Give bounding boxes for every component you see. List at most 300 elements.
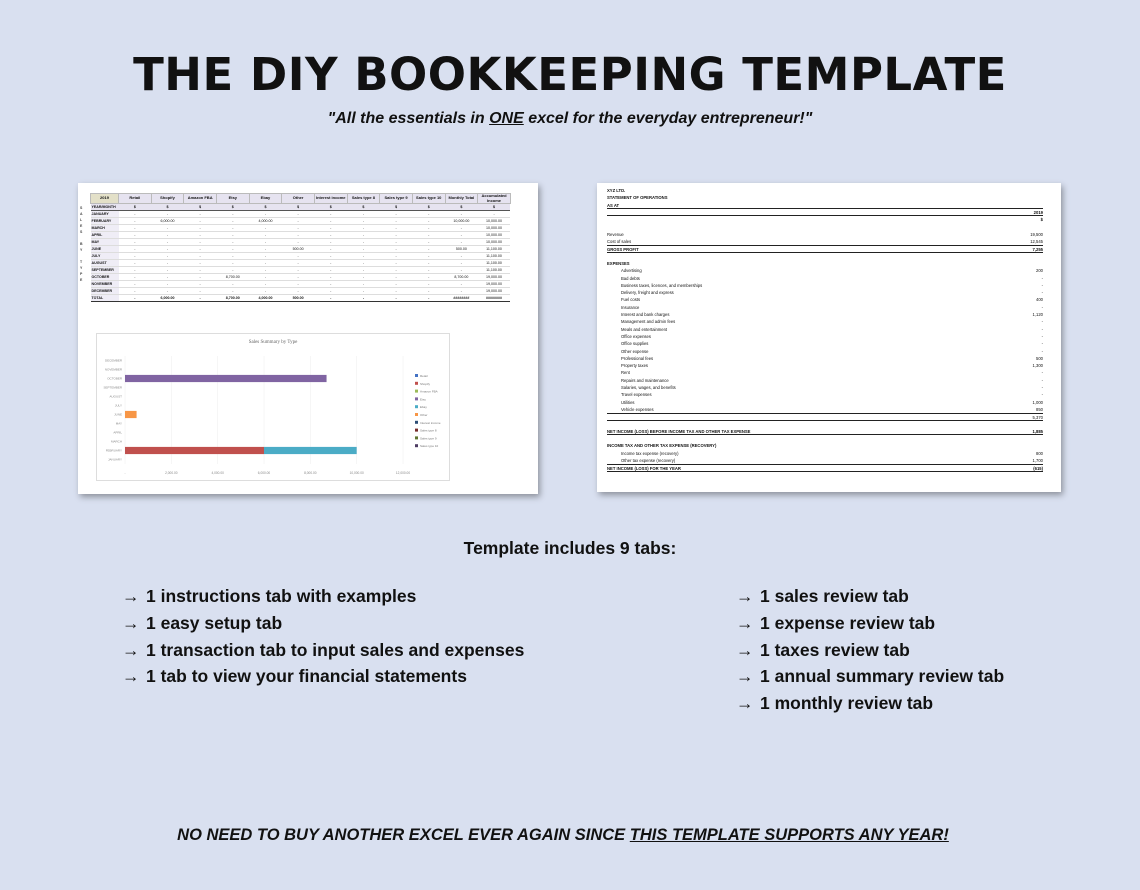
chart-legend-swatch xyxy=(415,382,418,385)
statement-label: Rent xyxy=(621,370,630,376)
sheet-cell: - xyxy=(119,246,152,253)
sheet-cell: - xyxy=(249,246,282,253)
chart-title: Sales Summary by Type xyxy=(248,340,298,345)
chart-y-tick-label: MARCH xyxy=(111,439,122,444)
sheet-cell: - xyxy=(184,225,217,232)
statement-expense-row xyxy=(607,275,1043,282)
chart-y-tick-label: JUNE xyxy=(114,412,122,417)
tab-list-item-label: 1 taxes review tab xyxy=(760,639,910,660)
sheet-cell: 19,000.00 xyxy=(478,288,511,295)
sheet-cell: - xyxy=(314,253,347,260)
sheet-cell: 500.00 xyxy=(282,246,315,253)
statement-value: $ xyxy=(1040,217,1043,223)
sheet-subheader-unit: $ xyxy=(380,204,413,211)
statement-value: - xyxy=(1041,326,1043,332)
sheet-row xyxy=(91,253,511,260)
chart-legend-label: Retail xyxy=(420,374,428,378)
statement-label: Business taxes, licences, and memberships xyxy=(621,282,703,288)
side-label-letter: L xyxy=(80,218,83,222)
tab-list-item xyxy=(736,637,1004,664)
tab-list-item xyxy=(736,663,1004,690)
sheet-cell: - xyxy=(216,288,249,295)
sheet-row xyxy=(91,225,511,232)
sheet-cell: - xyxy=(151,253,184,260)
statement-net-for-year xyxy=(607,464,1043,471)
sheet-subheader-unit: $ xyxy=(282,204,315,211)
sheet-cell: 10,000.00 xyxy=(478,218,511,225)
tab-list-item xyxy=(122,610,524,637)
sheet-cell: - xyxy=(249,211,282,218)
arrow-icon: → xyxy=(736,612,754,633)
statement-value: - xyxy=(1041,333,1043,339)
sheet-cell: - xyxy=(119,274,152,281)
sheet-cell: - xyxy=(314,232,347,239)
statement-label: Utilities xyxy=(621,399,635,405)
chart-x-tick-label: 8,000.00 xyxy=(304,471,317,475)
statement-tax-row xyxy=(607,450,1043,457)
chart-x-tick-label: - xyxy=(124,471,126,475)
statement-label: Fuel costs xyxy=(621,297,641,303)
sheet-total-cell: ######## xyxy=(445,295,478,302)
sheet-column-header: Shopify xyxy=(151,194,184,204)
tab-list-item-label: 1 easy setup tab xyxy=(146,612,283,633)
sheet-cell: - xyxy=(282,211,315,218)
sheet-cell: - xyxy=(412,232,445,239)
sheet-cell: - xyxy=(282,288,315,295)
sheet-cell: - xyxy=(412,274,445,281)
statement-expenses-total xyxy=(607,413,1043,420)
sheet-cell: - xyxy=(347,288,380,295)
tab-list-item-label: 1 sales review tab xyxy=(760,586,909,606)
sheet-month-cell: APRIL xyxy=(91,232,119,239)
chart-legend-label: Interest income xyxy=(420,420,441,425)
sheet-cell: - xyxy=(347,232,380,239)
chart-legend-label: Sales type 9 xyxy=(420,436,437,441)
statement-label: Insurance xyxy=(621,304,640,310)
statement-value: 850 xyxy=(1036,406,1043,412)
statement-expense-row xyxy=(607,311,1043,318)
tab-list-item xyxy=(122,637,524,664)
sheet-total-cell: ######## xyxy=(478,295,511,302)
statement-value: - xyxy=(1041,392,1043,398)
sheet-row xyxy=(91,281,511,288)
sheet-cell: - xyxy=(314,267,347,274)
arrow-icon: → xyxy=(122,612,140,633)
tab-list-item xyxy=(736,583,1004,610)
statement-value: - xyxy=(1041,319,1043,325)
sheet-cell: 11,100.00 xyxy=(478,267,511,274)
sheet-cell: - xyxy=(282,232,315,239)
sheet-column-header: Etsy xyxy=(216,194,249,204)
statement-label: NET INCOME (LOSS) FOR THE YEAR xyxy=(607,466,681,472)
arrow-icon: → xyxy=(122,666,140,687)
sheet-cell: 10,000.00 xyxy=(478,239,511,246)
chart-y-tick-label: JULY xyxy=(114,403,122,408)
sheet-cell: - xyxy=(380,281,413,288)
sheet-cell: - xyxy=(314,239,347,246)
statement-label xyxy=(607,435,608,442)
sheet-cell: - xyxy=(184,211,217,218)
statement-label: INCOME TAX AND OTHER TAX EXPENSE (RECOVERY) xyxy=(607,443,717,449)
chart-legend-swatch xyxy=(415,413,418,416)
sheet-row xyxy=(91,288,511,295)
sheet-cell: - xyxy=(151,274,184,281)
sheet-cell: - xyxy=(151,281,184,288)
statement-label: Property taxes xyxy=(621,363,648,369)
statement-expense-row xyxy=(607,391,1043,398)
sheet-cell: 11,100.00 xyxy=(478,253,511,260)
statement-label: XYZ LTD. xyxy=(607,188,626,193)
sheet-month-cell: AUGUST xyxy=(91,260,119,267)
statement-label xyxy=(607,253,608,260)
sheet-month-cell: OCTOBER xyxy=(91,274,119,281)
statement-value: 200 xyxy=(1036,268,1043,274)
statement-as-at xyxy=(607,202,1043,209)
statement-value: 1,885 xyxy=(1032,428,1043,434)
statement-value: 5,370 xyxy=(1032,415,1043,421)
tabs-list-left xyxy=(122,583,524,690)
page-title: THE DIY BOOKKEEPING TEMPLATE xyxy=(133,48,1007,101)
sheet-month-cell: JULY xyxy=(91,253,119,260)
sheet-cell: - xyxy=(347,211,380,218)
sheet-total-cell: - xyxy=(184,295,217,302)
sales-sheet-preview xyxy=(78,183,538,494)
statement-expense-row xyxy=(607,326,1043,333)
sheet-cell: - xyxy=(249,288,282,295)
sheet-cell: - xyxy=(445,253,478,260)
statement-value: 1,300 xyxy=(1032,363,1043,369)
sheet-cell: - xyxy=(445,232,478,239)
sheet-cell: - xyxy=(119,267,152,274)
sheet-cell: - xyxy=(380,239,413,246)
sheet-cell: - xyxy=(249,260,282,267)
side-label-letter: S xyxy=(80,206,83,210)
statement-label: Office expenses xyxy=(621,333,651,339)
sheet-cell: - xyxy=(151,246,184,253)
sheet-cell: - xyxy=(445,225,478,232)
sheet-cell: - xyxy=(347,274,380,281)
chart-legend-label: Sales type 10 xyxy=(420,444,439,449)
sheet-cell: 10,000.00 xyxy=(445,218,478,225)
sheet-cell: 11,100.00 xyxy=(478,246,511,253)
sheet-subheader-row xyxy=(91,204,511,211)
chart-y-tick-label: DECEMBER xyxy=(104,358,122,363)
statement-label: Meals and entertainment xyxy=(621,326,668,332)
tab-list-item xyxy=(122,663,524,690)
statement-expense-row xyxy=(607,333,1043,340)
sheet-cell: - xyxy=(282,218,315,225)
sheet-cell: - xyxy=(347,246,380,253)
statement-heading xyxy=(607,194,1043,201)
statement-label: EXPENSES xyxy=(607,260,630,266)
sheet-cell: - xyxy=(445,288,478,295)
statement-gross-profit xyxy=(607,245,1043,252)
statement-value: 7,255 xyxy=(1032,247,1043,253)
side-label-letter: B xyxy=(80,242,83,246)
sheet-cell: - xyxy=(380,246,413,253)
sheet-month-cell: NOVEMBER xyxy=(91,281,119,288)
statement-label: Delivery, freight and express xyxy=(621,290,674,296)
sheet-cell: - xyxy=(347,239,380,246)
sheet-cell: - xyxy=(282,260,315,267)
statement-expense-row xyxy=(607,355,1043,362)
side-label-letter: E xyxy=(80,224,83,228)
chart-y-tick-label: SEPTEMBER xyxy=(103,385,122,390)
sheet-cell: - xyxy=(282,281,315,288)
arrow-icon: → xyxy=(122,586,140,606)
sheet-cell: - xyxy=(314,260,347,267)
sheet-cell: - xyxy=(412,246,445,253)
sheet-column-header: Accumulated Income xyxy=(478,194,511,204)
side-label-letter: E xyxy=(80,278,83,282)
sheet-column-header: Sales type 10 xyxy=(412,194,445,204)
sheet-cell: - xyxy=(380,288,413,295)
tab-list-item xyxy=(122,583,524,610)
statement-expense-row xyxy=(607,304,1043,311)
footer-text-before: NO NEED TO BUY ANOTHER EXCEL EVER AGAIN SINCE xyxy=(177,826,630,844)
sheet-month-cell: MAY xyxy=(91,239,119,246)
side-label-letter: S xyxy=(80,230,83,234)
sheet-cell: - xyxy=(216,232,249,239)
sheet-cell: - xyxy=(151,288,184,295)
sheet-cell: - xyxy=(184,246,217,253)
sheet-cell: - xyxy=(412,218,445,225)
chart-legend-label: Ebay xyxy=(420,405,427,410)
chart-x-tick-label: 10,000.00 xyxy=(349,471,364,475)
sheet-cell: - xyxy=(380,260,413,267)
statement-label: Professional fees xyxy=(621,355,654,361)
sheet-total-cell: 6,000.00 xyxy=(151,295,184,302)
statement-year-row xyxy=(607,209,1043,216)
statement-revenue-row xyxy=(607,231,1043,238)
sheet-month-cell: JUNE xyxy=(91,246,119,253)
chart-svg xyxy=(97,334,451,482)
sheet-cell: - xyxy=(249,232,282,239)
sheet-cell: - xyxy=(314,288,347,295)
sheet-cell: - xyxy=(184,232,217,239)
sheet-cell: - xyxy=(380,225,413,232)
sheet-column-header: Ebay xyxy=(249,194,282,204)
statement-value: - xyxy=(1041,370,1043,376)
sheet-cell: - xyxy=(282,225,315,232)
arrow-icon: → xyxy=(736,586,754,606)
statement-value: - xyxy=(1041,385,1043,391)
side-label-letter: T xyxy=(80,260,83,264)
statement-label: AS AT xyxy=(607,202,620,208)
sheet-subheader-unit: $ xyxy=(478,204,511,211)
sheet-cell: - xyxy=(412,239,445,246)
sheet-total-cell: 500.00 xyxy=(282,295,315,302)
chart-x-tick-label: 2,000.00 xyxy=(165,471,178,475)
sheet-cell: - xyxy=(380,274,413,281)
sheet-subheader-unit: $ xyxy=(119,204,152,211)
sheet-cell: 500.00 xyxy=(445,246,478,253)
sheet-total-cell: - xyxy=(314,295,347,302)
statement-expense-row xyxy=(607,267,1043,274)
sheet-cell: - xyxy=(184,218,217,225)
sheet-cell: - xyxy=(119,218,152,225)
sheet-month-cell: SEPTEMBER xyxy=(91,267,119,274)
sheet-total-row xyxy=(91,295,511,302)
sheet-row xyxy=(91,218,511,225)
statement-expense-row xyxy=(607,362,1043,369)
statement-value: 1,120 xyxy=(1032,312,1043,318)
sheet-cell: - xyxy=(282,267,315,274)
statement-value: 500 xyxy=(1036,355,1043,361)
chart-y-tick-label: OCTOBER xyxy=(107,376,122,381)
includes-heading: Template includes 9 tabs: xyxy=(463,538,677,558)
chart-y-tick-label: MAY xyxy=(115,421,122,426)
sheet-column-header: Sales type 8 xyxy=(347,194,380,204)
sheet-column-header: Retail xyxy=(119,194,152,204)
chart-x-tick-label: 6,000.00 xyxy=(257,471,271,475)
statement-value: 12,545 xyxy=(1030,239,1043,245)
statement-label: Salaries, wages, and benefits xyxy=(621,385,676,391)
sheet-cell: - xyxy=(151,211,184,218)
tab-list-item xyxy=(736,690,1004,717)
sheet-cell: - xyxy=(184,267,217,274)
statement-expense-row xyxy=(607,399,1043,406)
chart-legend-swatch xyxy=(415,421,418,424)
sheet-row xyxy=(91,232,511,239)
sheet-cell: 10,000.00 xyxy=(478,232,511,239)
sheet-cell: - xyxy=(184,288,217,295)
sheet-year-header: 2019 xyxy=(91,194,119,204)
chart-legend-label: Shopify xyxy=(420,381,431,386)
sheet-cell: - xyxy=(412,225,445,232)
sheet-row xyxy=(91,260,511,267)
statement-label: Other tax expense (recovery) xyxy=(621,457,676,463)
sheet-subheader-unit: $ xyxy=(249,204,282,211)
chart-legend-swatch xyxy=(415,405,418,408)
statement-label: Other expense xyxy=(621,348,649,354)
sheet-cell: - xyxy=(347,267,380,274)
sheet-cell: - xyxy=(478,211,511,218)
sheet-cell: - xyxy=(119,225,152,232)
statement-label xyxy=(607,421,608,428)
sheet-column-header: Other xyxy=(282,194,315,204)
sheet-cell: - xyxy=(314,281,347,288)
sheet-subheader-label: YEAR/MONTH xyxy=(91,204,119,211)
sheet-cell: 19,000.00 xyxy=(478,274,511,281)
tab-list-item-label: 1 annual summary review tab xyxy=(760,666,1005,687)
tab-list-item xyxy=(736,610,1004,637)
sheet-cell: - xyxy=(249,274,282,281)
statement-label: Management and admin fees xyxy=(621,319,676,325)
statement-value: 1,000 xyxy=(1032,399,1043,405)
chart-bar xyxy=(125,447,264,454)
statement-label: Vehicle expenses xyxy=(621,406,654,412)
statement-value: - xyxy=(1041,304,1043,310)
chart-legend-label: Etsy xyxy=(420,397,426,402)
statement-expense-row xyxy=(607,289,1043,296)
statement-value: - xyxy=(1041,377,1043,383)
sheet-cell: - xyxy=(184,260,217,267)
sheet-total-cell: - xyxy=(347,295,380,302)
chart-x-tick-label: 4,000.00 xyxy=(211,471,224,475)
chart-y-tick-label: NOVEMBER xyxy=(104,367,122,372)
statement-revenue-row xyxy=(607,238,1043,245)
sales-table xyxy=(90,193,510,302)
statement-unit-row xyxy=(607,216,1043,223)
sheet-cell: - xyxy=(282,274,315,281)
statement-label: Repairs and maintenance xyxy=(621,377,669,383)
tab-list-item-label: 1 monthly review tab xyxy=(760,693,934,714)
sheet-cell: - xyxy=(347,225,380,232)
sheet-cell: - xyxy=(216,246,249,253)
subtitle-text-before: "All the essentials in xyxy=(327,110,490,127)
sheet-row xyxy=(91,274,511,281)
sheet-cell: - xyxy=(151,225,184,232)
side-label-letter: Y xyxy=(80,248,83,252)
chart-legend-swatch xyxy=(415,444,418,447)
sheet-subheader-unit: $ xyxy=(184,204,217,211)
statement-label xyxy=(607,223,608,230)
statement-label: Interest and bank charges xyxy=(621,312,670,318)
statement-expense-row xyxy=(607,340,1043,347)
side-label-letter: A xyxy=(80,212,83,216)
sheet-subheader-unit: $ xyxy=(216,204,249,211)
tab-list-item-label: 1 tab to view your financial statements xyxy=(146,666,467,687)
sheet-cell: - xyxy=(347,218,380,225)
sheet-cell: - xyxy=(184,274,217,281)
chart-legend-swatch xyxy=(415,429,418,432)
sheet-column-header: Interest income xyxy=(314,194,347,204)
sheet-column-header: Sales type 9 xyxy=(380,194,413,204)
subtitle-emphasis: ONE xyxy=(489,110,524,127)
statement-expenses-heading xyxy=(607,260,1043,267)
sheet-cell: 8,700.00 xyxy=(445,274,478,281)
chart-legend-label: Sales type 8 xyxy=(420,428,437,433)
sheet-cell: - xyxy=(119,281,152,288)
statement-value: - xyxy=(1041,348,1043,354)
statement-value: 2019 xyxy=(1033,209,1043,215)
sheet-total-cell: - xyxy=(380,295,413,302)
statement-expense-row xyxy=(607,406,1043,413)
chart-legend-swatch xyxy=(415,390,418,393)
sheet-cell: - xyxy=(249,253,282,260)
sheet-cell: - xyxy=(445,239,478,246)
sheet-cell: - xyxy=(282,239,315,246)
chart-legend-label: Other xyxy=(420,413,428,417)
chart-y-tick-label: FEBRUARY xyxy=(105,448,122,453)
footer-note xyxy=(0,826,1140,845)
tab-list-item-label: 1 expense review tab xyxy=(760,612,936,633)
sheet-cell: - xyxy=(445,281,478,288)
sheet-cell: - xyxy=(216,260,249,267)
chart-legend-swatch xyxy=(415,397,418,400)
chart-y-tick-label: AUGUST xyxy=(109,394,122,399)
sheet-cell: - xyxy=(347,253,380,260)
statement-of-operations xyxy=(607,187,1043,472)
chart-bar xyxy=(125,375,327,382)
statement-tax-row xyxy=(607,457,1043,464)
tab-list-item-label: 1 transaction tab to input sales and expenses xyxy=(146,639,525,660)
subtitle-text-after: excel for the everyday entrepreneur!" xyxy=(523,110,813,127)
sheet-row xyxy=(91,239,511,246)
sheet-cell: - xyxy=(314,274,347,281)
sheet-column-header: Monthly Total xyxy=(445,194,478,204)
sheet-cell: - xyxy=(216,225,249,232)
chart-legend-swatch xyxy=(415,374,418,377)
sheet-cell: - xyxy=(119,260,152,267)
sheet-cell: - xyxy=(216,239,249,246)
sheet-cell: - xyxy=(119,253,152,260)
sheet-row xyxy=(91,267,511,274)
statement-value: 800 xyxy=(1036,450,1043,456)
sheet-total-cell: - xyxy=(412,295,445,302)
sheet-cell: - xyxy=(412,267,445,274)
